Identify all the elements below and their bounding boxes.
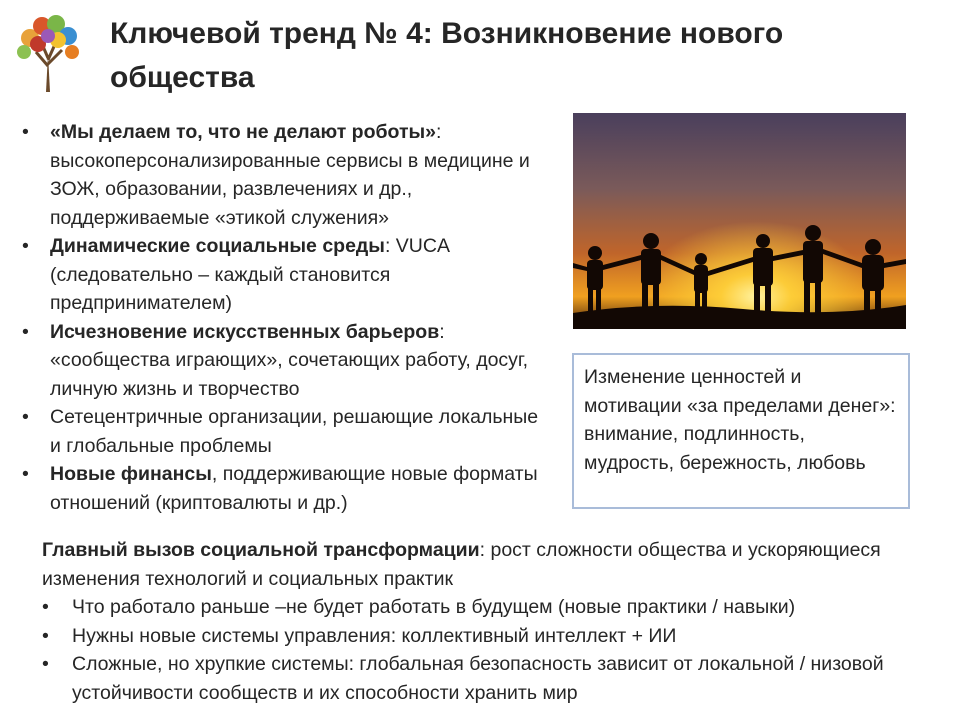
bullet-bold: Исчезновение искусственных барьеров [50,320,440,343]
bullet-text: Сетецентричные организации, решающие локальные и глобальные проблемы [50,406,539,457]
main-challenge-section [42,536,922,707]
challenge-item: • Что работало раньше –не будет работать в будущем (новые практики / навыки) [42,593,922,622]
bullet-text: : высокоперсонализированные сервисы в медицине и ЗОЖ, образовании, развлечениях и др., поддерживаемые «этикой служения» [50,121,530,229]
bullet-bold: Новые финансы [50,463,212,485]
challenge-lead-bold: Главный вызов социальной трансформации [42,539,480,561]
challenge-lead-text: : рост сложности общества и ускоряющиеся изменения технологий и социальных практик [42,539,881,590]
page-title: Ключевой тренд № 4: Возникновение нового общества [110,17,784,94]
values-callout-box: Изменение ценностей и мотивации «за пределами денег»: внимание, подлинность, мудрость, бережность, любовь [572,353,910,509]
bullet-item [22,232,542,318]
bullet-text: : VUCA (следовательно – каждый становится предпринимателем) [50,235,449,314]
challenge-item: • Нужны новые системы управления: коллективный интеллект + ИИ [42,622,922,651]
bullet-item [22,460,542,517]
tree-logo-icon [8,8,88,92]
bullet-bold: Динамические социальные среды [50,235,385,257]
challenge-bullet-list [42,593,922,707]
challenge-lead [42,536,922,593]
sunset-silhouette-image [573,113,906,329]
challenge-item: • Сложные, но хрупкие системы: глобальная безопасность зависит от локальной / низовой устойчивости сообществ и их способности хранить мир [42,650,922,707]
trend-bullet-list [22,118,542,517]
bullet-text: : «сообщества играющих», сочетающих работу, досуг, личную жизнь и творчество [50,320,529,400]
bullet-text: , поддерживающие новые форматы отношений (криптовалюты и др.) [50,463,538,514]
bullet-bold: «Мы делаем то, что не делают роботы» [50,121,437,143]
bullet-item [22,318,542,404]
bullet-item [22,403,542,460]
bullet-item [22,118,542,232]
